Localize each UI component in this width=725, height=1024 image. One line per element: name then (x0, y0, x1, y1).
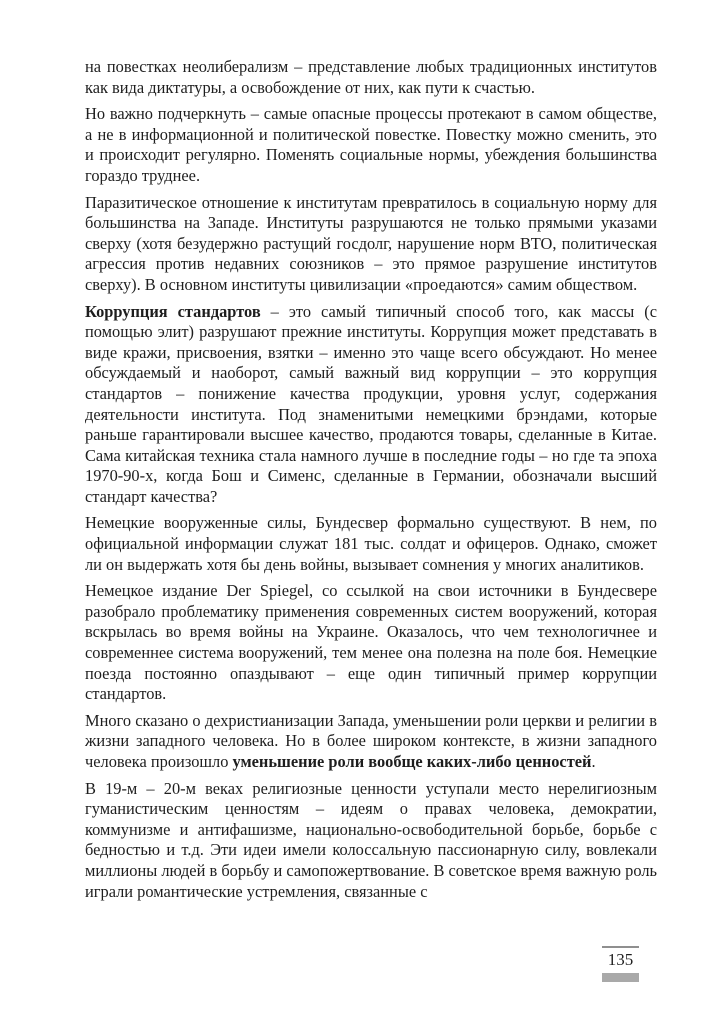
text-run: Немецкие вооруженные силы, Бундесвер формально существуют. В нем, по официальной информации служат 181 тыс. солдат и офицеров. Однако, сможет ли он выдержать хотя бы день войны, вызывает сомнения у многих аналитиков. (85, 513, 657, 574)
footer-bar (602, 973, 639, 982)
page-number: 135 (607, 950, 634, 969)
page-footer (602, 946, 639, 982)
text-run: на повестках неолиберализм – представление любых традиционных институтов как вида диктатуры, а освобождение от них, как пути к счастью. (85, 57, 657, 97)
paragraph-2 (85, 104, 657, 186)
text-run: Но важно подчеркнуть – самые опасные процессы протекают в самом обществе, а не в информационной и политической повестке. Повестку можно сменить, это и происходит регулярно. Поменять социальные нормы, убеждения большинства гораздо труднее. (85, 104, 657, 185)
text-run: Немецкое издание Der Spiegel, со ссылкой на свои источники в Бундесвере разобрало проблематику применения современных систем вооружений, которая вскрылась во время войны на Украине. Оказалось, что чем технологичнее и современнее система вооружений, тем менее она полезна на поле боя. Немецкие поезда постоянно опаздывают – еще один типичный пример коррупции стандартов. (85, 581, 657, 704)
paragraph-8 (85, 779, 657, 903)
paragraph-1 (85, 57, 657, 98)
text-run: . (591, 752, 596, 771)
text-run: – это самый типичный способ того, как массы (с помощью элит) разрушают прежние институты. Коррупция может представать в виде кражи, присвоения, взятки – именно это чаще всего обсуждают. Но менее обсуждаемый и наоборот, самый важный вид коррупции – это коррупция стандартов – понижение качества продукции, уровня услуг, содержания деятельности института. Под знаменитыми немецкими брэндами, которые раньше гарантировали высшее качество, продаются товары, сделанные в Китае. Сама китайская техника стала намного лучше в последние годы – но где та эпоха 1970-90-х, когда Бош и Сименс, сделанные в Германии, обозначали высший стандарт качества? (85, 301, 658, 506)
paragraph-6 (85, 581, 657, 705)
text-run: Паразитическое отношение к институтам превратилось в социальную норму для большинства на Западе. Институты разрушаются не только прямыми указами сверху (хотя безудержно растущий госдолг, нарушение норм ВТО, политическая агрессия против недавних союзников – это прямое разрушение институтов сверху). В основном институты цивилизации «проедаются» самим обществом. (85, 192, 657, 294)
bold-text-run: Коррупция стандартов (85, 301, 261, 321)
paragraph-3 (85, 193, 657, 296)
text-run: В 19-м – 20-м веках религиозные ценности уступали место нерелигиозным гуманистическим ценностям – идеям о правах человека, демократии, коммунизме и антифашизме, национально-освободительной борьбе, борьбе с бедностью и т.д. Эти идеи имели колоссальную пассионарную силу, вовлекали миллионы людей в борьбу и самопожертвование. В советское время важную роль играли романтические устремления, связанные с (85, 778, 657, 901)
paragraph-5 (85, 513, 657, 575)
text-run: Много сказано о дехристианизации Запада, уменьшении роли церкви и религии в жизни западного человека. Но в более широком контексте, в жизни западного человека произошло (85, 710, 657, 771)
bold-text-run: уменьшение роли вообще каких-либо ценностей (232, 752, 592, 771)
body-text (85, 57, 657, 908)
paragraph-7 (85, 711, 657, 773)
paragraph-4 (85, 302, 657, 508)
